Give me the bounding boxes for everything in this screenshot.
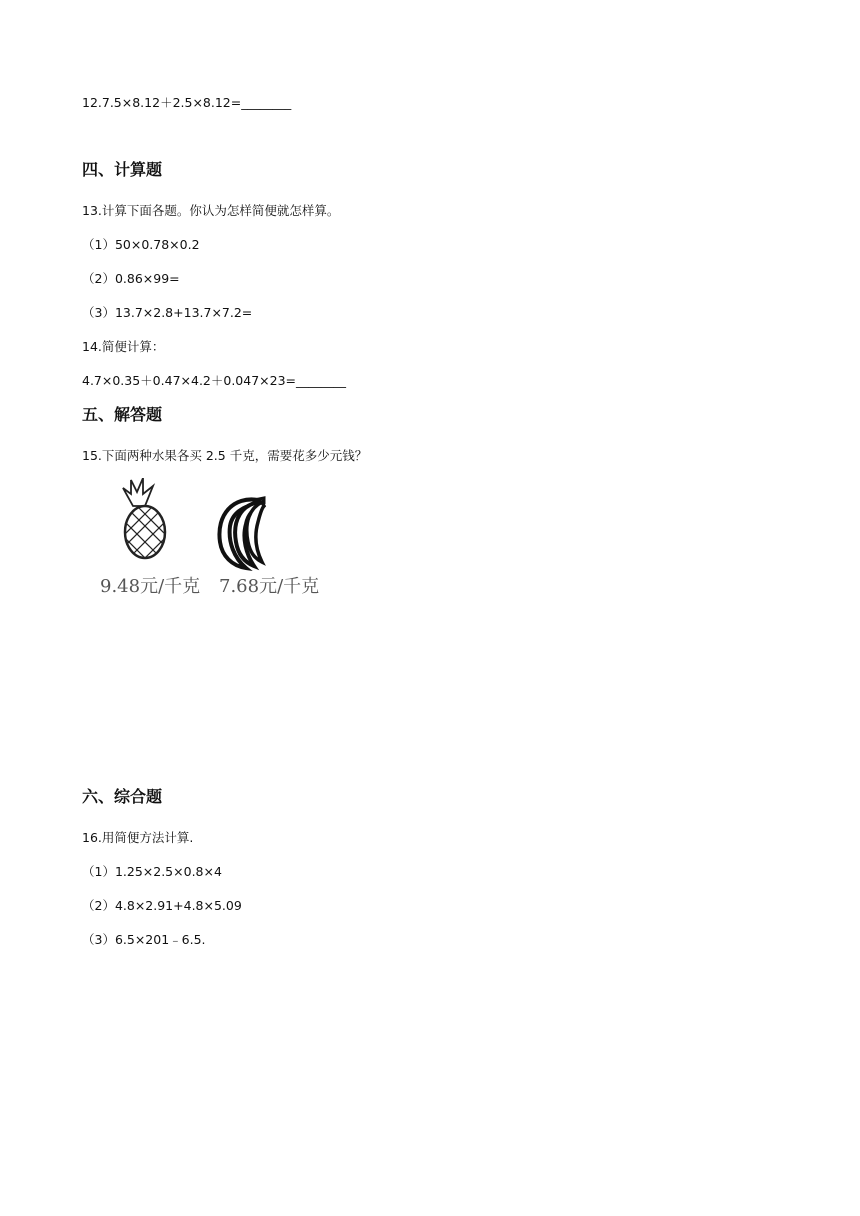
q13-item-3: （3）13.7×2.8+13.7×7.2= [82,305,253,320]
q12-line: 12.7.5×8.12＋2.5×8.12=________ [82,95,292,110]
q14-stem: 14.简便计算： [82,339,165,354]
q16-item-2: （2）4.8×2.91+4.8×5.09 [82,898,242,913]
banana-price: 7.68元/千克 [219,576,320,597]
section-heading-5: 五、解答题 [82,405,163,424]
q16-item-1: （1）1.25×2.5×0.8×4 [82,864,222,879]
section-heading-4: 四、计算题 [82,160,163,179]
q15-stem: 15.下面两种水果各买 2.5 千克，需要花多少元钱？ [82,448,368,463]
q13-item-2: （2）0.86×99= [82,271,180,286]
q16-item-3: （3）6.5×201﹣6.5. [82,932,206,947]
banana-icon [206,492,276,582]
section-heading-6: 六、综合题 [82,787,163,806]
q14-expression: 4.7×0.35＋0.47×4.2＋0.047×23=________ [82,373,347,388]
q13-stem: 13.计算下面各题。你认为怎样简便就怎样算。 [82,203,340,218]
pineapple-icon [101,478,181,568]
q13-item-1: （1）50×0.78×0.2 [82,237,200,252]
q16-stem: 16.用简便方法计算. [82,830,194,845]
pineapple-price: 9.48元/千克 [100,576,201,597]
